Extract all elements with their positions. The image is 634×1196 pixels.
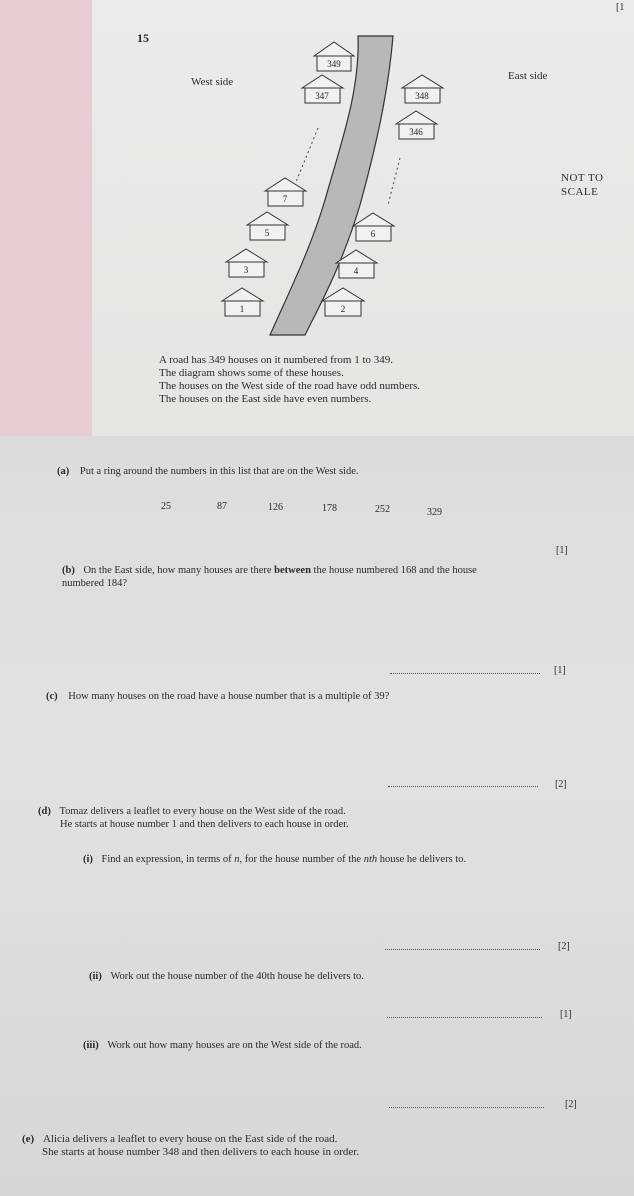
- house-label: 349: [327, 59, 341, 69]
- house-6: [353, 213, 394, 241]
- part-d-iii-label: (iii): [83, 1040, 99, 1051]
- part-e-label: (e): [22, 1133, 35, 1145]
- house-349: [314, 42, 354, 71]
- house-346: [396, 111, 437, 139]
- not-to-scale-note: [561, 171, 603, 199]
- part-d-iii-question: [83, 1039, 362, 1052]
- question-number: 15: [137, 31, 149, 45]
- part-d-ii-answer-line[interactable]: [387, 1017, 542, 1018]
- house-label: 6: [370, 229, 376, 239]
- part-d-ii-label: (ii): [89, 971, 102, 982]
- part-b-text-line2: numbered 184?: [62, 578, 128, 589]
- part-d-i-text-end: house he delivers to.: [377, 854, 467, 865]
- part-b-text-cont: the house numbered 168 and the house: [310, 565, 477, 576]
- part-b-answer-line[interactable]: [390, 673, 540, 674]
- number-option[interactable]: 252: [375, 504, 390, 515]
- part-c-answer-line[interactable]: [388, 786, 538, 787]
- road-diagram: [0, 0, 634, 340]
- nth-term: nth: [363, 854, 378, 865]
- part-a-label: (a): [57, 466, 70, 477]
- house-label: 4: [353, 266, 359, 276]
- part-a-mark: [1]: [556, 545, 568, 556]
- context-description: [159, 354, 420, 406]
- east-side-label: East side: [508, 70, 548, 82]
- part-d-iii-answer-line[interactable]: [389, 1107, 544, 1108]
- part-d-ii-mark: [1]: [560, 1009, 572, 1020]
- house-5: [247, 212, 288, 240]
- description-line: The houses on the East side have even numbers.: [159, 393, 372, 405]
- house-label: 347: [315, 91, 329, 101]
- house-label: 1: [239, 304, 245, 314]
- part-d-iii-text: Work out how many houses are on the West side of the road.: [107, 1040, 362, 1051]
- corner-mark: [1: [616, 2, 625, 13]
- number-option[interactable]: 329: [427, 507, 442, 518]
- west-side-label: West side: [191, 76, 234, 88]
- description-line: A road has 349 houses on it numbered from 1 to 349.: [159, 354, 394, 366]
- part-d-intro: [38, 805, 349, 831]
- part-d-iii-mark: [2]: [565, 1099, 577, 1110]
- house-label: 348: [415, 91, 429, 101]
- part-b-question: [62, 564, 477, 590]
- part-d-label: (d): [38, 806, 51, 817]
- part-d-line1: Tomaz delivers a leaflet to every house on the West side of the road.: [59, 806, 346, 817]
- house-1: [222, 288, 263, 316]
- variable-n: n: [234, 854, 240, 865]
- number-option[interactable]: 25: [161, 501, 171, 512]
- part-d-i-text-mid: , for the house number of the: [239, 854, 364, 865]
- part-c-text: How many houses on the road have a house number that is a multiple of 39?: [68, 691, 390, 702]
- number-option[interactable]: 87: [217, 501, 227, 512]
- west-gap-dots: [296, 128, 318, 182]
- part-b-emphasis: between: [274, 565, 311, 576]
- part-e-line2: She starts at house number 348 and then delivers to each house in order.: [42, 1146, 360, 1158]
- scale-line-1: NOT TO: [561, 172, 604, 184]
- part-d-i-answer-line[interactable]: [385, 949, 540, 950]
- part-a-text: Put a ring around the numbers in this list that are on the West side.: [79, 466, 359, 477]
- part-b-text: On the East side, how many houses are there: [83, 565, 275, 576]
- scale-line-2: SCALE: [561, 186, 599, 198]
- part-c-label: (c): [46, 691, 58, 702]
- house-label: 2: [340, 304, 346, 314]
- part-d-i-mark: [2]: [558, 941, 570, 952]
- part-d-ii-question: [89, 970, 364, 983]
- part-d-i-label: (i): [83, 854, 93, 865]
- house-label: 3: [243, 265, 249, 275]
- number-option[interactable]: 178: [322, 503, 337, 514]
- number-option[interactable]: 126: [268, 502, 283, 513]
- house-7: [265, 178, 306, 206]
- part-d-i-text: Find an expression, in terms of: [101, 854, 235, 865]
- house-label: 7: [282, 194, 288, 204]
- description-line: The houses on the West side of the road have odd numbers.: [159, 380, 421, 392]
- part-a-question: [57, 465, 359, 478]
- house-label: 5: [264, 228, 270, 238]
- part-d-line2: He starts at house number 1 and then delivers to each house in order.: [60, 819, 349, 830]
- house-label: 346: [409, 127, 423, 137]
- part-c-mark: [2]: [555, 779, 567, 790]
- part-c-question: [46, 690, 389, 703]
- house-3: [226, 249, 267, 277]
- part-e-question: [22, 1133, 359, 1159]
- part-b-mark: [1]: [554, 665, 566, 676]
- description-line: The diagram shows some of these houses.: [159, 367, 344, 379]
- part-d-i-question: [83, 853, 466, 866]
- house-347: [302, 75, 343, 103]
- east-gap-dots: [388, 158, 400, 205]
- part-d-ii-text: Work out the house number of the 40th house he delivers to.: [110, 971, 364, 982]
- part-e-line1: Alicia delivers a leaflet to every house on the East side of the road.: [42, 1133, 338, 1145]
- house-348: [402, 75, 443, 103]
- part-b-label: (b): [62, 565, 75, 576]
- house-2: [322, 288, 364, 316]
